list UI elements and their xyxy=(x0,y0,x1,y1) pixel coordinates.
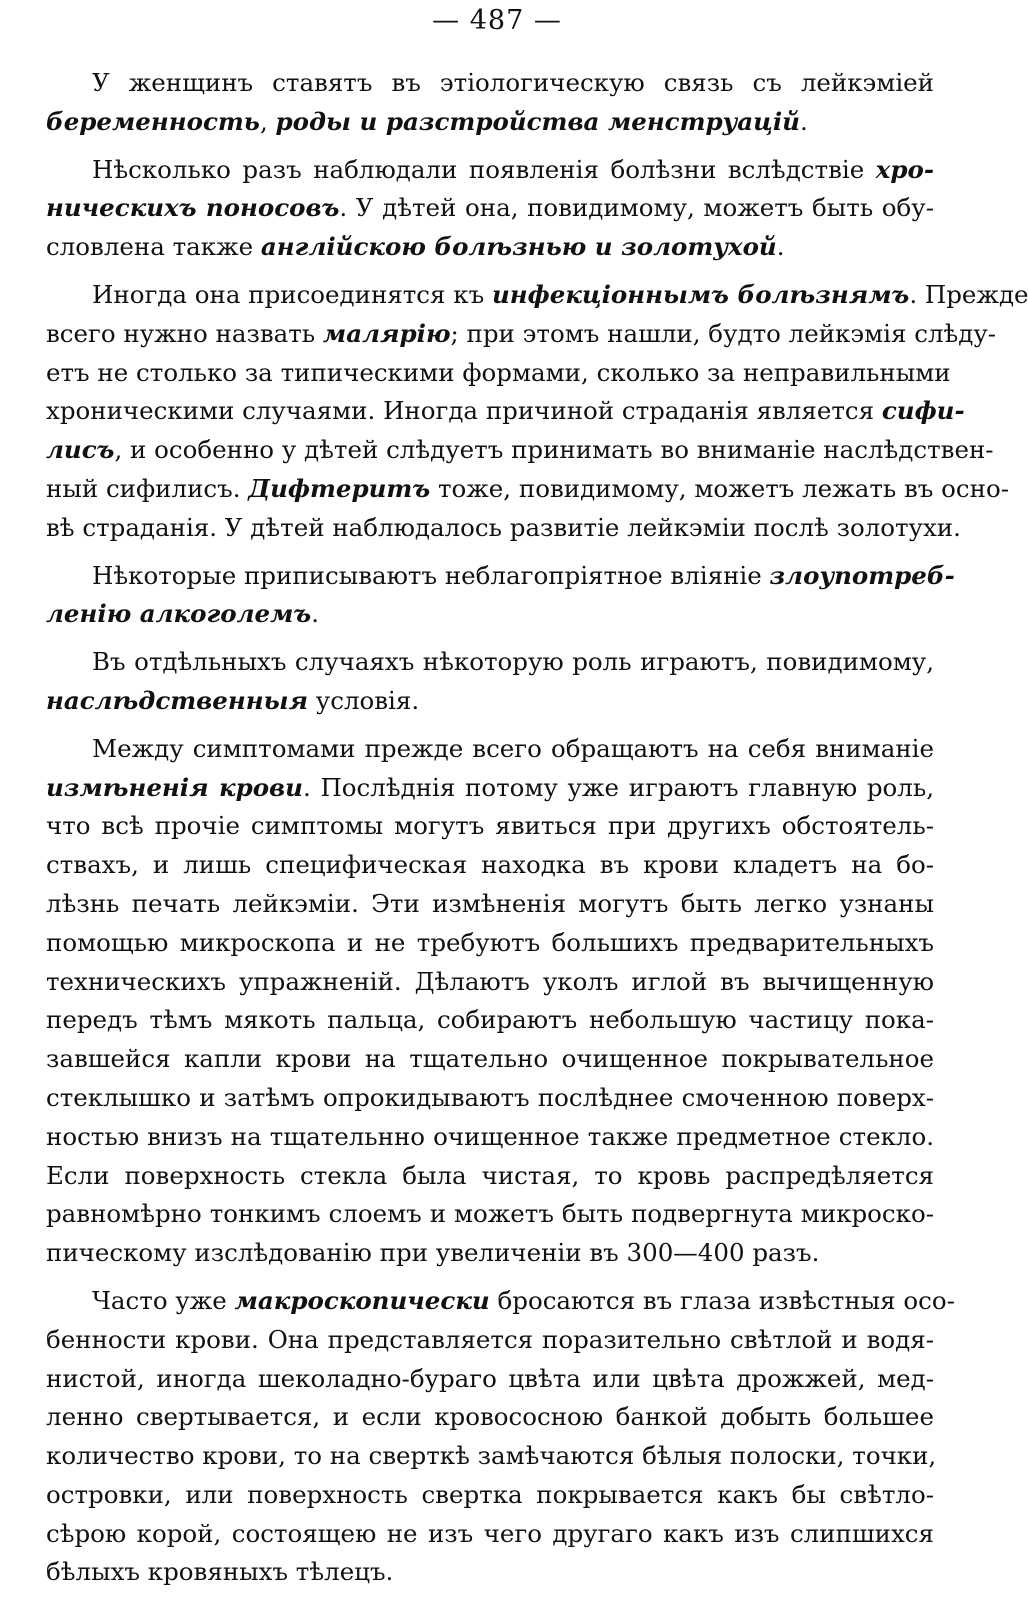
text-line xyxy=(46,315,997,354)
text-line xyxy=(46,1515,934,1554)
text-line xyxy=(46,354,951,393)
text-segment: нистой, иногда шеколадно-бураго цвѣта или цвѣта дрожжей, мед- xyxy=(46,1363,934,1393)
text-line xyxy=(46,1398,934,1437)
text-segment: что всѣ прочіе симптомы могутъ явиться при другихъ обстоятель- xyxy=(46,811,934,841)
text-line xyxy=(46,1553,934,1592)
text-line xyxy=(46,64,934,103)
text-line xyxy=(46,730,934,769)
emphasized-text: измѣненія крови xyxy=(46,772,303,802)
text-segment: У женщинъ ставятъ въ этіологическую связь съ лейкэміей xyxy=(92,68,934,97)
emphasized-text: малярію xyxy=(322,318,451,348)
text-segment: стеклышко и затѣмъ опрокидываютъ послѣднее смоченною поверх- xyxy=(46,1082,934,1112)
text-line xyxy=(46,276,1029,315)
text-segment: Въ отдѣльныхъ случаяхъ нѣкоторую роль играютъ, повидимому, xyxy=(92,647,934,677)
text-segment: ствахъ, и лишь специфическая находка въ крови кладетъ на бо- xyxy=(46,850,934,880)
text-segment: количество крови, то на сверткѣ замѣчаются бѣлыя полоски, точки, xyxy=(46,1441,937,1471)
text-segment: бѣлыхъ кровяныхъ тѣлецъ. xyxy=(46,1557,394,1587)
text-line xyxy=(46,1234,934,1273)
text-line xyxy=(46,228,934,267)
text-line xyxy=(46,963,934,1002)
text-segment: бенности крови. Она представляется поразительно свѣтлой и водя- xyxy=(46,1324,934,1354)
text-line xyxy=(46,1476,934,1515)
text-segment: , xyxy=(259,106,276,136)
text-line xyxy=(46,1195,934,1234)
emphasized-text: наслѣдственныя xyxy=(46,685,309,715)
text-line xyxy=(46,151,934,190)
text-line xyxy=(46,470,1010,509)
emphasized-text: макроскопически xyxy=(234,1285,490,1315)
text-line xyxy=(46,769,934,808)
emphasized-text: беременность xyxy=(46,106,260,136)
text-line xyxy=(46,1437,937,1476)
text-segment: помощью микроскопа и не требуютъ большихъ предварительныхъ xyxy=(46,927,934,957)
text-line xyxy=(46,924,934,963)
text-segment: условія. xyxy=(308,685,420,715)
text-segment: словлена также xyxy=(46,232,261,262)
emphasized-text: англійскою болѣзнью и золотухой xyxy=(260,232,777,262)
text-segment: тоже, повидимому, можетъ лежать въ осно- xyxy=(430,473,1010,503)
text-segment: всего нужно назвать xyxy=(46,318,323,348)
text-segment: ностью внизъ на тщательнно очищенное также предметное стекло. xyxy=(46,1121,934,1151)
text-segment: . Прежде xyxy=(909,279,1029,309)
text-segment: . xyxy=(799,106,808,136)
text-segment: . xyxy=(311,599,320,629)
text-line xyxy=(46,1118,934,1157)
text-segment: . xyxy=(776,232,785,262)
text-segment: сѣрою корой, состоящею не изъ чего другаго какъ изъ слипшихся xyxy=(46,1518,934,1548)
emphasized-text: роды и разстройства менструацій xyxy=(275,106,800,136)
text-segment: Нѣсколько разъ наблюдали появленія болѣзни вслѣдствіе xyxy=(92,154,876,184)
text-line xyxy=(46,509,961,548)
text-segment: ный сифилисъ. xyxy=(46,473,249,503)
text-segment: . Послѣднія потому уже играютъ главную роль, xyxy=(302,772,934,802)
text-line xyxy=(46,846,934,885)
emphasized-text: инфекціоннымъ болѣзнямъ xyxy=(491,279,910,309)
emphasized-text: ленію алкоголемъ xyxy=(46,599,312,629)
text-segment: ленно свертывается, и если кровососною банкой добыть большее xyxy=(46,1402,934,1432)
emphasized-text: сифи- xyxy=(881,396,965,426)
text-segment: островки, или поверхность свертка покрывается какъ бы свѣтло- xyxy=(46,1479,934,1509)
text-segment: пическому изслѣдованію при увеличеніи въ 300—400 разъ. xyxy=(46,1238,820,1268)
text-line xyxy=(46,1001,934,1040)
text-segment: етъ не столько за типическими формами, сколько за неправильными xyxy=(46,357,951,387)
text-segment: хроническими случаями. Иногда причиной страданія является xyxy=(46,396,882,426)
text-line xyxy=(46,103,934,142)
text-segment: Часто уже xyxy=(92,1285,235,1315)
text-segment: передъ тѣмъ мякоть пальца, собираютъ небольшую частицу пока- xyxy=(46,1005,934,1035)
text-segment: лѣзнь печать лейкэміи. Эти измѣненія могутъ быть легко узнаны xyxy=(46,888,934,918)
text-segment: Иногда она присоединятся къ xyxy=(92,279,492,309)
emphasized-text: Дифтеритъ xyxy=(248,473,431,503)
text-segment: равномѣрно тонкимъ слоемъ и можетъ быть подвергнута микроско- xyxy=(46,1199,934,1229)
emphasized-text: лисъ xyxy=(46,435,115,465)
text-line xyxy=(46,392,965,431)
text-segment: , и особенно у дѣтей слѣдуетъ принимать во вниманіе наслѣдствен- xyxy=(114,435,994,465)
text-line xyxy=(46,1157,934,1196)
text-segment: . У дѣтей она, повидимому, можетъ быть обу- xyxy=(339,193,934,223)
emphasized-text: хро- xyxy=(875,154,934,184)
text-segment: техническихъ упражненій. Дѣлаютъ уколъ иглой въ вычищенную xyxy=(46,966,934,996)
text-line xyxy=(46,1282,955,1321)
text-line xyxy=(46,431,994,470)
text-line xyxy=(46,189,934,228)
text-line xyxy=(46,885,934,924)
text-line xyxy=(46,557,955,596)
text-line xyxy=(46,643,934,682)
text-line xyxy=(46,1360,934,1399)
text-segment: ; при этомъ нашли, будто лейкэмія слѣду- xyxy=(450,318,997,348)
text-segment: завшейся капли крови на тщательно очищенное покрывательное xyxy=(46,1044,934,1074)
text-segment: бросаются въ глаза извѣстныя осо- xyxy=(489,1285,955,1315)
emphasized-text: злоупотреб- xyxy=(769,560,955,590)
text-line xyxy=(46,1321,934,1360)
body-text xyxy=(46,64,1029,1592)
text-segment: Между симптомами прежде всего обращаютъ на себя вниманіе xyxy=(92,733,934,763)
text-line xyxy=(46,1079,934,1118)
text-line xyxy=(46,682,934,721)
emphasized-text: ническихъ поносовъ xyxy=(46,193,340,223)
text-segment: Нѣкоторые приписываютъ неблагопріятное вліяніе xyxy=(92,560,770,590)
text-line xyxy=(46,807,934,846)
text-segment: вѣ страданія. У дѣтей наблюдалось развитіе лейкэміи послѣ золотухи. xyxy=(46,512,961,542)
page-number: — 487 — xyxy=(432,5,562,36)
text-line xyxy=(46,1040,934,1079)
text-segment: Если поверхность стекла была чистая, то кровь распредѣляется xyxy=(46,1160,934,1190)
text-line xyxy=(46,595,934,634)
